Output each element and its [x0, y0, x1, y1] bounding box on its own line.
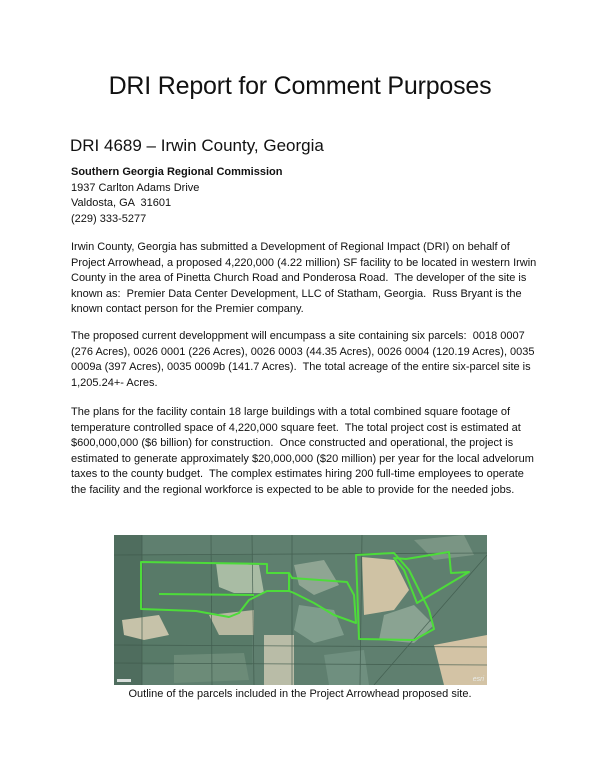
map-scale-bar — [117, 679, 131, 682]
organization-name: Southern Georgia Regional Commission — [71, 166, 283, 178]
page-title: DRI Report for Comment Purposes — [108, 72, 492, 100]
phone-number: (229) 333-5277 — [71, 212, 147, 225]
address-line-2: Valdosta, GA 31601 — [71, 197, 172, 209]
section-heading: DRI 4689 – Irwin County, Georgia — [70, 136, 324, 155]
paragraph-project-overview: Irwin County, Georgia has submitted a Development of Regional Impact (DRI) on behalf of Project Arrowhead, a proposed 4,220,000 (4.22 million) SF facility to be located in western Irwin County in the area of Pinetta Church Road and Ponderosa Road. The developer of the site is known as: Premier Data Center Development, LLC of Statham, Georgia. Russ Bryant is the known contact person for the Premier company. — [71, 241, 540, 316]
organization-contact-block — [71, 165, 282, 227]
address-line-1: 1937 Carlton Adams Drive — [71, 181, 200, 194]
parcel-map-image — [114, 535, 487, 685]
paragraph-parcels: The proposed current developpment will encumpass a site containing six parcels: 0018 0007 (276 Acres), 0026 0001 (226 Acres), 0026 0003 (44.35 Acres), 0026 0004 (120.19 Acres), 0035 0009a (397 Acres), 0035 0009b (141.7 Acres). The total acreage of the entire six-parcel site is 1,205.24+- Acres. — [71, 330, 538, 389]
figure-caption: Outline of the parcels included in the Project Arrowhead proposed site. — [128, 688, 472, 700]
esri-attribution-logo: esri — [472, 676, 484, 683]
satellite-map-graphic — [114, 535, 487, 685]
paragraph-facility-plans: The plans for the facility contain 18 large buildings with a total combined square footage of temperature controlled space of 4,220,000 square feet. The total project cost is estimated at $600,000,000 ($6 billion) for construction. Once constructed and operational, the project is estimated to generate approximately $20,000,000 ($20 million) per year for the local advelorum taxes to the county budget. The complex estimates hiring 200 full-time employees to operate the facility and the regional workforce is expected to be able to provide for the needed jobs. — [71, 406, 537, 496]
